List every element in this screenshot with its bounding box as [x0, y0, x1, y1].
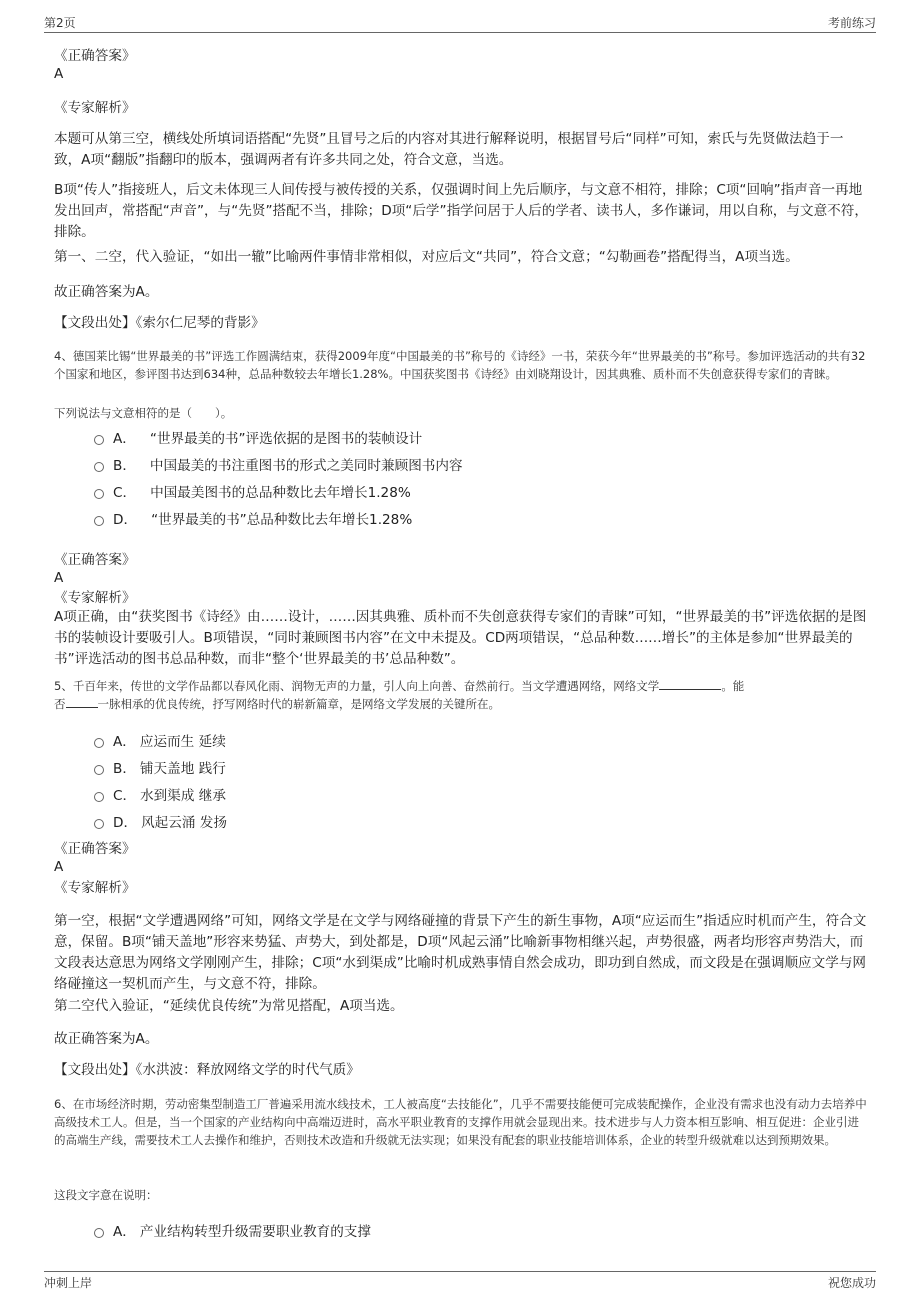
option-letter: C． [113, 788, 137, 804]
footer-right: 祝您成功 [827, 1276, 876, 1290]
q3-answer: A [54, 66, 64, 82]
option-letter: D． [113, 815, 138, 831]
q5-analysis-para1: 第一空，根据“文学遭遇网络”可知，网络文学是在文学与网络碰撞的背景下产生的新生事物，A项“应运而生”指适应时机而产生，符合文意，保留。B项“铺天盖地”形容来势猛、声势大，到处都是，D项“风起云涌”比喻新事物相继兴起，声势很盛，两者均形容声势浩大，而文段表达意思为网络文学刚刚产生，排除；C项“水到渠成”比喻时机成熟事情自然会成功，即功到自然成，而文段是在强调顺应文学与网络碰撞这一契机而产生，与文意不符，排除。 [54, 913, 867, 992]
option-text: “世界最美的书”总品种数比去年增长1.28% [151, 512, 413, 528]
q5-stem-text-3: 否 [54, 697, 66, 711]
option-letter: A． [113, 1224, 136, 1240]
q5-source: 【文段出处】《水洪波：释放网络文学的时代气质》 [54, 1062, 360, 1078]
q5-stem-text-1: 5、千百年来，传世的文学作品都以春风化雨、润物无声的力量，引人向上向善、奋然前行。当文学遭遇网络，网络文学 [54, 679, 660, 693]
option-text: 水到渠成 继承 [140, 788, 226, 804]
q5-stem-text-2: 。能 [721, 679, 745, 693]
option-letter: B． [113, 761, 136, 777]
q3-analysis-para2: B项“传人”指接班人，后文未体现三人间传授与被传授的关系，仅强调时间上先后顺序，与文意不相符，排除；C项“回响”指声音一再地发出回声，常搭配“声音”，与“先贤”搭配不当，排除；D项“后学”指学问居于人后的学者、读书人，多作谦词，用以自称，与文意不符，排除。 [54, 182, 868, 240]
page-number: 第2页 [44, 16, 76, 30]
q5-option-a[interactable] [94, 730, 226, 750]
q3-answer-label: 《正确答案》 [54, 48, 136, 64]
q4-answer: A [54, 570, 64, 586]
q6-question: 这段文字意在说明： [54, 1188, 158, 1202]
option-text: 中国最美的书注重图书的形式之美同时兼顾图书内容 [149, 458, 463, 474]
q4-analysis-label: 《专家解析》 [54, 590, 136, 606]
q5-analysis-para2: 第二空代入验证，“延续优良传统”为常见搭配，A项当选。 [54, 998, 404, 1014]
radio-icon[interactable] [94, 1228, 104, 1238]
q5-answer-label: 《正确答案》 [54, 841, 136, 857]
q5-stem-text-4: 一脉相承的优良传统，抒写网络时代的崭新篇章，是网络文学发展的关键所在。 [97, 697, 500, 711]
option-text: 中国最美图书的总品种数比去年增长1.28% [150, 485, 411, 501]
option-letter: A． [113, 734, 136, 750]
q4-option-c[interactable] [94, 481, 411, 501]
option-text: 应运而生 延续 [139, 734, 226, 750]
q3-analysis-para3: 第一、二空，代入验证，“如出一辙”比喻两件事情非常相似，对应后文“共同”，符合文意；“勾勒画卷”搭配得当，A项当选。 [54, 249, 799, 265]
option-letter: B． [113, 458, 136, 474]
q4-analysis: A项正确，由“获奖图书《诗经》由……设计，……因其典雅、质朴而不失创意获得专家们的青睐”可知，“世界最美的书”评选依据的是图书的装帧设计要吸引人。B项错误，“同时兼顾图书内容”在文中未提及。CD两项错误，“总品种数……增长”的主体是参加“世界最美的书”评选活动的图书总品种数，而非“整个‘世界最美的书’总品种数”。 [54, 609, 867, 667]
q6-stem: 6、在市场经济时期，劳动密集型制造工厂普遍采用流水线技术，工人被高度“去技能化”，几乎不需要技能便可完成装配操作，企业没有需求也没有动力去培养中高级技术工人。但是，当一个国家的产业结构向中高端迈进时，高水平职业教育的支撑作用就会显现出来。技术进步与人力资本相互影响、相互促进：企业引进的高端生产线，需要技术工人去操作和维护，否则技术改造和升级就无法实现；如果没有配套的职业技能培训体系，企业的转型升级就难以达到预期效果。 [54, 1097, 867, 1147]
option-letter: C． [113, 485, 137, 501]
q4-option-b[interactable] [94, 454, 463, 474]
q4-stem: 4、德国莱比锡“世界最美的书”评选工作圆满结束，获得2009年度“中国最美的书”称号的《诗经》一书，荣获今年“世界最美的书”称号。参加评选活动的共有32个国家和地区，参评图书达到634种，总品种数较去年增长1.28%。中国获奖图书《诗经》由刘晓翔设计，因其典雅、质朴而不失创意获得专家们的青睐。 [54, 349, 866, 381]
q3-analysis-para4: 故正确答案为A。 [54, 284, 159, 300]
page-header [44, 14, 876, 33]
footer-left: 冲刺上岸 [44, 1276, 93, 1290]
fill-blank [66, 695, 98, 708]
radio-icon[interactable] [94, 435, 104, 445]
option-letter: D． [113, 512, 138, 528]
fill-blank [659, 677, 721, 690]
q3-analysis-label: 《专家解析》 [54, 100, 136, 116]
q5-analysis-para3: 故正确答案为A。 [54, 1031, 159, 1047]
radio-icon[interactable] [94, 819, 104, 829]
radio-icon[interactable] [94, 462, 104, 472]
header-title: 考前练习 [827, 16, 876, 30]
page-footer [44, 1271, 876, 1294]
option-text: 产业结构转型升级需要职业教育的支撑 [139, 1224, 371, 1240]
q4-answer-label: 《正确答案》 [54, 552, 136, 568]
radio-icon[interactable] [94, 792, 104, 802]
q4-option-d[interactable] [94, 508, 412, 528]
option-text: 风起云涌 发扬 [141, 815, 227, 831]
radio-icon[interactable] [94, 516, 104, 526]
q5-option-d[interactable] [94, 811, 227, 831]
q3-analysis-para1: 本题可从第三空，横线处所填词语搭配“先贤”且冒号之后的内容对其进行解释说明，根据冒号后“同样”可知，索氏与先贤做法趋于一致，A项“翻版”指翻印的版本，强调两者有许多共同之处，符合文意，当选。 [54, 131, 844, 168]
q3-source: 【文段出处】《索尔仁尼琴的背影》 [54, 315, 265, 331]
q6-option-a[interactable] [94, 1220, 371, 1240]
q5-analysis-label: 《专家解析》 [54, 880, 136, 896]
radio-icon[interactable] [94, 489, 104, 499]
option-letter: A． [113, 431, 136, 447]
q4-option-a[interactable] [94, 427, 422, 447]
radio-icon[interactable] [94, 765, 104, 775]
q5-answer: A [54, 859, 64, 875]
q5-stem [54, 677, 868, 713]
q4-question: 下列说法与文意相符的是（ ）。 [54, 406, 233, 420]
option-text: 铺天盖地 践行 [139, 761, 226, 777]
radio-icon[interactable] [94, 738, 104, 748]
q5-option-b[interactable] [94, 757, 226, 777]
q5-option-c[interactable] [94, 784, 226, 804]
option-text: “世界最美的书”评选依据的是图书的装帧设计 [149, 431, 423, 447]
